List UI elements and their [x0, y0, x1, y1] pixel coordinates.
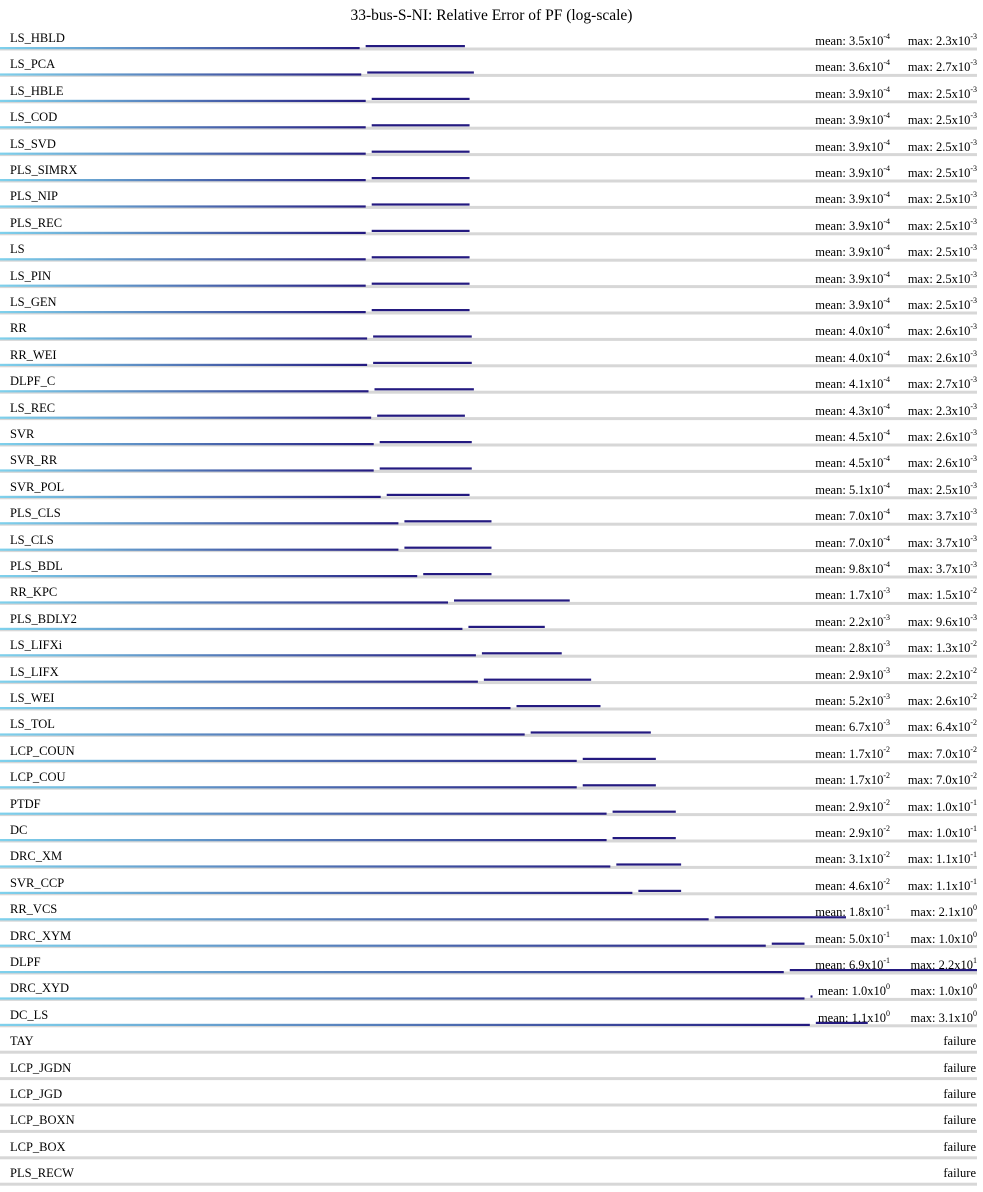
- max-bar: [372, 203, 470, 205]
- max-label: max: $2.5x10^{-3}$: [907, 296, 977, 313]
- max-bar: [372, 177, 470, 179]
- mean-bar: [0, 892, 632, 894]
- max-bar: [372, 309, 470, 311]
- row-label: DRC_XYD: [10, 981, 70, 996]
- row-label: LS_REC: [10, 400, 56, 415]
- max-label: max: $2.7x10^{-3}$: [907, 375, 977, 392]
- mean-label: mean: $4.5x10^{-4}$: [815, 454, 890, 471]
- failure-label: failure: [943, 1166, 976, 1181]
- max-label: max: $1.0x10^0$: [910, 929, 977, 946]
- max-bar: [366, 45, 465, 47]
- mean-label: mean: $3.9x10^{-4}$: [815, 269, 890, 286]
- max-label: max: $2.2x10^1$: [910, 956, 977, 973]
- row-label: LS_LIFXi: [10, 638, 63, 653]
- mean-label: mean: $2.8x10^{-3}$: [815, 639, 890, 656]
- mean-label: mean: $4.6x10^{-2}$: [815, 876, 890, 893]
- mean-label: mean: $3.9x10^{-4}$: [815, 164, 890, 181]
- mean-label: mean: $6.9x10^{-1}$: [815, 956, 890, 973]
- row-label: LS_PCA: [10, 57, 56, 72]
- mean-bar: [0, 707, 511, 709]
- mean-bar: [0, 285, 366, 287]
- row-label: SVR: [10, 427, 35, 441]
- max-bar: [482, 652, 562, 654]
- max-label: max: $2.6x10^{-3}$: [907, 322, 977, 339]
- row-label: PLS_NIP: [10, 189, 58, 204]
- max-bar: [372, 256, 470, 258]
- mean-bar: [0, 417, 371, 419]
- row-separator: [0, 1156, 977, 1159]
- max-bar: [583, 758, 656, 760]
- max-label: max: $2.3x10^{-3}$: [907, 32, 977, 49]
- mean-label: mean: $1.7x10^{-3}$: [815, 586, 890, 603]
- mean-bar: [0, 1024, 810, 1026]
- row-label: PTDF: [10, 796, 41, 811]
- max-label: max: $1.5x10^{-2}$: [907, 586, 977, 603]
- mean-bar: [0, 205, 366, 207]
- max-label: max: $3.7x10^{-3}$: [907, 533, 977, 550]
- failure-label: failure: [943, 1034, 976, 1049]
- row-label: LS: [10, 242, 25, 257]
- max-bar: [517, 705, 601, 707]
- mean-bar: [0, 971, 784, 973]
- mean-label: mean: $2.2x10^{-3}$: [815, 612, 890, 629]
- row-separator: [0, 1183, 977, 1186]
- row-label: DLPF_C: [10, 374, 56, 389]
- max-bar: [484, 679, 591, 681]
- max-label: max: $2.5x10^{-3}$: [907, 137, 977, 154]
- row-label: RR_KPC: [10, 585, 58, 600]
- max-bar: [772, 943, 805, 945]
- max-label: max: $2.5x10^{-3}$: [907, 111, 977, 128]
- max-bar: [377, 415, 465, 417]
- max-label: max: $2.5x10^{-3}$: [907, 480, 977, 497]
- mean-bar: [0, 733, 525, 735]
- max-bar: [531, 731, 651, 733]
- row-label: PLS_BDLY2: [10, 611, 77, 626]
- row-label: SVR_POL: [10, 479, 65, 494]
- max-label: max: $2.6x10^{-2}$: [907, 692, 977, 709]
- mean-label: mean: $2.9x10^{-2}$: [815, 797, 890, 814]
- mean-label: mean: $3.9x10^{-4}$: [815, 137, 890, 154]
- mean-bar: [0, 443, 374, 445]
- max-label: max: $2.5x10^{-3}$: [907, 269, 977, 286]
- mean-bar: [0, 390, 369, 392]
- max-bar: [468, 626, 544, 628]
- row-label: PLS_SIMRX: [10, 163, 78, 177]
- row-label: LS_WEI: [10, 691, 55, 705]
- mean-bar: [0, 47, 360, 49]
- row-label: LS_SVD: [10, 136, 56, 151]
- mean-bar: [0, 813, 607, 815]
- row-label: SVR_RR: [10, 453, 58, 468]
- row-label: LCP_BOX: [10, 1139, 66, 1154]
- max-label: max: $1.0x10^{-1}$: [907, 797, 977, 814]
- mean-label: mean: $4.5x10^{-4}$: [815, 428, 890, 445]
- max-label: max: $1.1x10^{-1}$: [907, 876, 977, 893]
- max-label: max: $1.3x10^{-2}$: [907, 639, 977, 656]
- max-label: max: $2.1x10^0$: [910, 903, 977, 920]
- row-label: DLPF: [10, 955, 41, 969]
- max-label: max: $2.7x10^{-3}$: [907, 58, 977, 75]
- max-label: max: $2.5x10^{-3}$: [907, 243, 977, 260]
- mean-bar: [0, 73, 361, 75]
- max-bar: [372, 283, 470, 285]
- mean-label: mean: $2.9x10^{-3}$: [815, 665, 890, 682]
- mean-bar: [0, 153, 366, 155]
- mean-label: mean: $1.0x10^0$: [817, 982, 890, 999]
- max-label: max: $7.0x10^{-2}$: [907, 744, 977, 761]
- mean-bar: [0, 918, 709, 920]
- row-label: PLS_CLS: [10, 506, 61, 521]
- max-bar: [638, 890, 681, 892]
- row-label: PLS_BDL: [10, 559, 63, 573]
- mean-label: mean: $2.9x10^{-2}$: [815, 824, 890, 841]
- row-label: DC: [10, 823, 28, 837]
- row-label: LS_HBLD: [10, 31, 65, 45]
- max-label: max: $2.6x10^{-3}$: [907, 454, 977, 471]
- mean-label: mean: $3.9x10^{-4}$: [815, 243, 890, 260]
- mean-label: mean: $7.0x10^{-4}$: [815, 533, 890, 550]
- mean-bar: [0, 654, 476, 656]
- mean-label: mean: $4.3x10^{-4}$: [815, 401, 890, 418]
- mean-label: mean: $3.1x10^{-2}$: [815, 850, 890, 867]
- mean-bar: [0, 469, 374, 471]
- max-bar: [367, 71, 474, 73]
- row-label: RR_WEI: [10, 347, 57, 362]
- max-bar: [372, 230, 470, 232]
- max-bar: [380, 441, 472, 443]
- max-bar: [423, 573, 491, 575]
- mean-bar: [0, 126, 366, 128]
- max-bar: [373, 362, 472, 364]
- max-bar: [372, 98, 470, 100]
- row-label: DC_LS: [10, 1007, 49, 1022]
- mean-bar: [0, 760, 577, 762]
- max-label: max: $2.5x10^{-3}$: [907, 84, 977, 101]
- max-label: max: $3.7x10^{-3}$: [907, 507, 977, 524]
- mean-bar: [0, 997, 805, 999]
- row-label: LS_HBLE: [10, 83, 64, 98]
- mean-bar: [0, 364, 367, 366]
- row-label: LS_COD: [10, 110, 58, 125]
- mean-bar: [0, 337, 367, 339]
- max-bar: [811, 995, 813, 997]
- max-label: max: $2.2x10^{-2}$: [907, 665, 977, 682]
- row-label: LS_LIFX: [10, 664, 59, 679]
- max-bar: [613, 811, 676, 813]
- max-label: max: $2.6x10^{-3}$: [907, 348, 977, 365]
- max-label: max: $1.0x10^{-1}$: [907, 824, 977, 841]
- max-bar: [375, 388, 474, 390]
- mean-label: mean: $3.9x10^{-4}$: [815, 216, 890, 233]
- mean-label: mean: $1.1x10^0$: [817, 1008, 890, 1025]
- mean-bar: [0, 549, 398, 551]
- mean-label: mean: $6.7x10^{-3}$: [815, 718, 890, 735]
- row-label: SVR_CCP: [10, 875, 65, 890]
- mean-bar: [0, 522, 398, 524]
- mean-label: mean: $3.9x10^{-4}$: [815, 84, 890, 101]
- row-label: LS_CLS: [10, 532, 54, 547]
- max-bar: [404, 520, 491, 522]
- max-label: max: $2.6x10^{-3}$: [907, 428, 977, 445]
- row-label: LCP_BOXN: [10, 1113, 75, 1128]
- row-label: LS_PIN: [10, 268, 51, 283]
- max-label: max: $2.5x10^{-3}$: [907, 190, 977, 207]
- mean-label: mean: $3.6x10^{-4}$: [815, 58, 890, 75]
- row-label: LCP_JGD: [10, 1087, 63, 1101]
- mean-label: mean: $3.9x10^{-4}$: [815, 111, 890, 128]
- max-bar: [373, 335, 472, 337]
- max-label: max: $3.7x10^{-3}$: [907, 560, 977, 577]
- row-separator: [0, 1051, 977, 1054]
- failure-label: failure: [943, 1087, 976, 1101]
- mean-bar: [0, 311, 366, 313]
- max-label: max: $2.3x10^{-3}$: [907, 401, 977, 418]
- row-label: LCP_JGDN: [10, 1060, 72, 1075]
- mean-label: mean: $1.7x10^{-2}$: [815, 744, 890, 761]
- max-bar: [613, 837, 676, 839]
- max-bar: [404, 547, 491, 549]
- mean-label: mean: $4.1x10^{-4}$: [815, 375, 890, 392]
- mean-label: mean: $4.0x10^{-4}$: [815, 322, 890, 339]
- mean-label: mean: $4.0x10^{-4}$: [815, 348, 890, 365]
- failure-label: failure: [943, 1113, 976, 1128]
- mean-label: mean: $3.9x10^{-4}$: [815, 296, 890, 313]
- max-label: max: $2.5x10^{-3}$: [907, 164, 977, 181]
- mean-label: mean: $7.0x10^{-4}$: [815, 507, 890, 524]
- mean-label: mean: $3.5x10^{-4}$: [815, 32, 890, 49]
- failure-label: failure: [943, 1060, 976, 1075]
- mean-bar: [0, 232, 366, 234]
- max-bar: [583, 784, 656, 786]
- row-separator: [0, 1130, 977, 1133]
- row-label: PLS_RECW: [10, 1166, 74, 1181]
- mean-bar: [0, 575, 417, 577]
- row-label: RR: [10, 321, 27, 336]
- mean-label: mean: $3.9x10^{-4}$: [815, 190, 890, 207]
- mean-label: mean: $1.7x10^{-2}$: [815, 771, 890, 788]
- mean-bar: [0, 258, 366, 260]
- chart-title: 33-bus-S-NI: Relative Error of PF (log-scale): [350, 7, 633, 24]
- row-label: LCP_COU: [10, 770, 66, 785]
- max-label: max: $1.0x10^0$: [910, 982, 977, 999]
- max-label: max: $7.0x10^{-2}$: [907, 771, 977, 788]
- row-label: TAY: [10, 1034, 34, 1049]
- mean-label: mean: $9.8x10^{-4}$: [815, 560, 890, 577]
- row-label: LCP_COUN: [10, 743, 75, 758]
- max-label: max: $2.5x10^{-3}$: [907, 216, 977, 233]
- mean-label: mean: $5.0x10^{-1}$: [815, 929, 890, 946]
- mean-bar: [0, 496, 381, 498]
- row-separator: [0, 1077, 977, 1080]
- mean-bar: [0, 601, 448, 603]
- max-bar: [372, 124, 470, 126]
- mean-bar: [0, 945, 766, 947]
- row-label: DRC_XYM: [10, 928, 72, 943]
- mean-bar: [0, 100, 366, 102]
- max-bar: [454, 599, 570, 601]
- max-bar: [372, 151, 470, 153]
- row-label: RR_VCS: [10, 902, 58, 917]
- row-label: LS_TOL: [10, 717, 55, 732]
- max-label: max: $3.1x10^0$: [910, 1008, 977, 1025]
- max-bar: [387, 494, 470, 496]
- row-label: PLS_REC: [10, 215, 63, 230]
- max-bar: [380, 467, 472, 469]
- row-separator: [0, 1104, 977, 1107]
- mean-bar: [0, 179, 366, 181]
- max-label: max: $1.1x10^{-1}$: [907, 850, 977, 867]
- mean-bar: [0, 839, 607, 841]
- mean-bar: [0, 628, 462, 630]
- mean-label: mean: $5.1x10^{-4}$: [815, 480, 890, 497]
- max-label: max: $9.6x10^{-3}$: [907, 612, 977, 629]
- max-label: max: $6.4x10^{-2}$: [907, 718, 977, 735]
- max-bar: [616, 863, 681, 865]
- mean-bar: [0, 865, 610, 867]
- row-label: LS_GEN: [10, 295, 57, 309]
- row-label: DRC_XM: [10, 849, 63, 864]
- mean-bar: [0, 681, 478, 683]
- mean-label: mean: $5.2x10^{-3}$: [815, 692, 890, 709]
- mean-bar: [0, 786, 577, 788]
- mean-label: mean: $1.8x10^{-1}$: [815, 903, 890, 920]
- failure-label: failure: [943, 1139, 976, 1154]
